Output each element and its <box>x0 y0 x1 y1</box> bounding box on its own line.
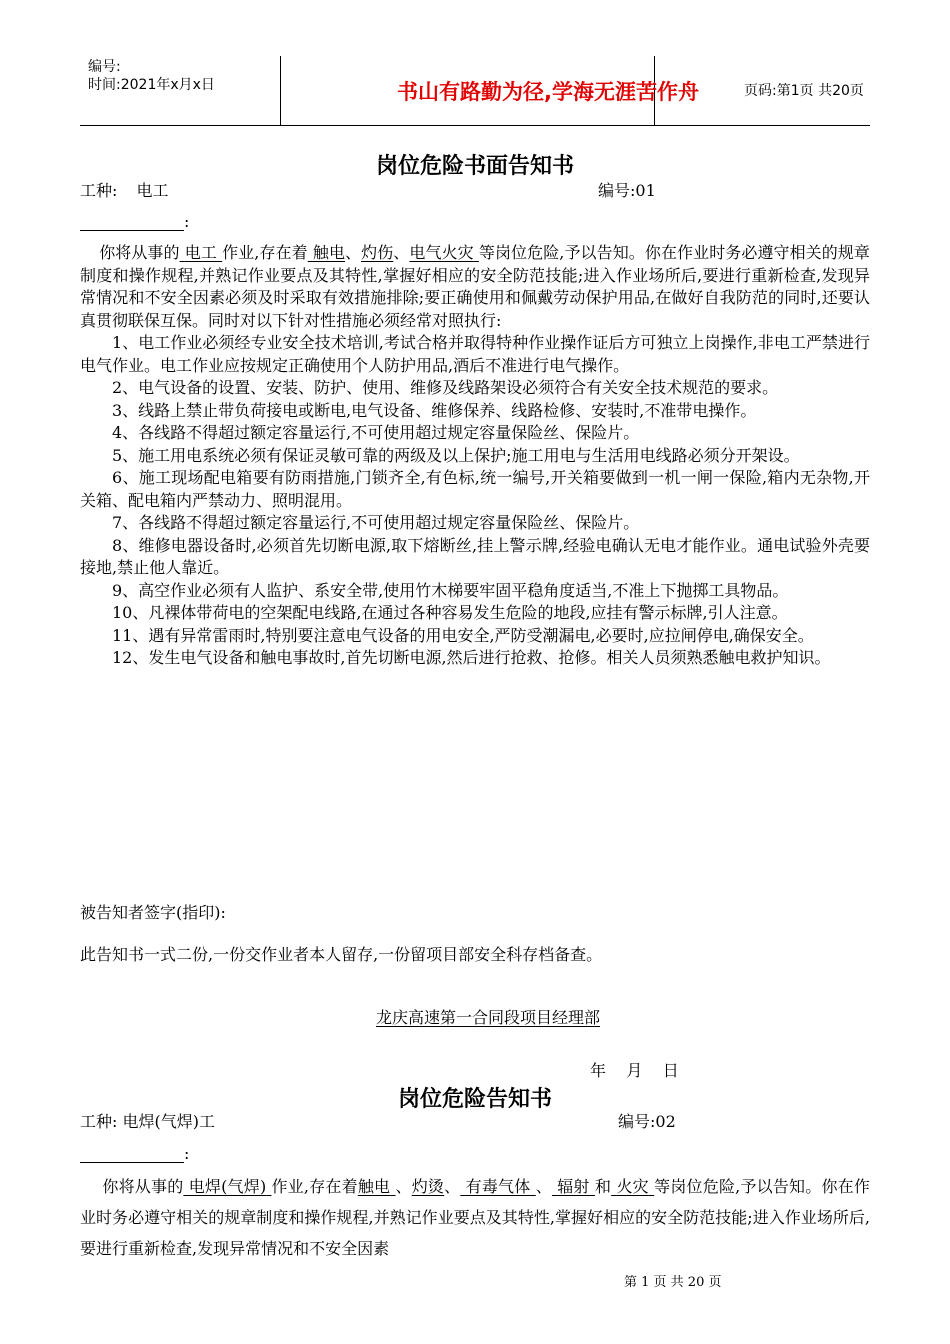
measure-item: 2、电气设备的设置、安装、防护、使用、维修及线路架设必须符合有关安全技术规范的要求。 <box>112 378 779 397</box>
document-header <box>80 56 870 126</box>
serial-label: 编号: <box>88 59 121 75</box>
notice1-intro: 你将从事的 电工 作业,存在着 触电、灼伤、电气火灾 等岗位危险,予以告知。你在作业时务必遵守相关的规章制度和操作规程,并熟记作业要点及其特性,掌握好相应的安全防范技能;进入作业场所后,要进行重新检查,发现异常情况和不安全因素必须及时采取有效措施排除;要正确使用和佩戴劳动保护用品,在做好自我防范的同时,还要认真贯彻联保互保。同时对以下针对性措施必须经常对照执行: <box>80 243 870 330</box>
recipient-blank <box>80 1147 184 1163</box>
hazard-underlined: 触电 <box>357 1177 391 1196</box>
header-motto: 书山有路勤为径,学海无涯苦作舟 <box>397 80 699 104</box>
hazard-underlined: 有毒气体 <box>465 1177 531 1196</box>
time-label: 时间:2021年x月x日 <box>88 77 215 93</box>
notice2-job-line <box>80 1109 215 1132</box>
measure-item: 4、各线路不得超过额定容量运行,不可使用超过规定容量保险丝、保险片。 <box>112 423 640 442</box>
signature-line: 被告知者签字(指印): <box>80 903 226 922</box>
hazard-underlined: 火灾 <box>616 1177 649 1196</box>
measure-item: 7、各线路不得超过额定容量运行,不可使用超过规定容量保险丝、保险片。 <box>112 513 640 532</box>
job-value: 电焊(气焊)工 <box>122 1112 215 1131</box>
hazard-underlined: 辐射 <box>557 1177 590 1196</box>
measure-item: 11、遇有异常雷雨时,特别要注意电气设备的用电安全,严防受潮漏电,必要时,应拉闸停电,确保安全。 <box>112 625 814 645</box>
measure-item: 6、施工现场配电箱要有防雨措施,门锁齐全,有色标,统一编号,开关箱要做到一机一闸一保险,箱内无杂物,开关箱、配电箱内严禁动力、照明混用。 <box>80 468 870 510</box>
notice1-job-line <box>80 178 169 201</box>
measure-item: 8、维修电器设备时,必须首先切断电源,取下熔断丝,挂上警示牌,经验电确认无电才能作业。通电试验外壳要接地,禁止他人靠近。 <box>80 535 870 577</box>
notice1-recipient-line <box>80 212 189 231</box>
header-page-label: 页码:第1页 共20页 <box>744 83 864 99</box>
header-meta <box>88 58 215 94</box>
notice2-title: 岗位危险告知书 <box>397 1087 552 1112</box>
notice1-number: 编号:01 <box>598 181 656 200</box>
notice2-number: 编号:02 <box>618 1112 676 1131</box>
hazard-underlined: 电气火灾 <box>409 243 474 262</box>
measure-item: 3、线路上禁止带负荷接电或断电,电气设备、维修保养、线路检修、安装时,不准带电操作。 <box>112 400 757 420</box>
recipient-blank <box>80 215 184 231</box>
issuer: 龙庆高速第一合同段项目经理部 <box>376 1008 601 1027</box>
hazard-underlined: 触电 <box>312 243 346 262</box>
job-value: 电工 <box>136 181 169 200</box>
job-label: 工种: <box>80 181 118 200</box>
job-underlined: 电工 <box>184 243 217 262</box>
page-footer: 第 1 页 共 20 页 <box>624 1275 722 1290</box>
measure-item: 1、电工作业必须经专业安全技术培训,考试合格并取得特种作业操作证后方可独立上岗操作,非电工严禁进行电气作业。电工作业应按规定正确使用个人防护用品,酒后不准进行电气操作。 <box>80 333 870 375</box>
hazard-underlined: 灼烫 <box>411 1177 445 1196</box>
job-label: 工种: <box>80 1112 118 1131</box>
notice2-intro: 你将从事的 电焊(气焊) 作业,存在着触电 、灼烫、 有毒气体 、 辐射 和 火灾 等岗位危险,予以告知。你在作业时务必遵守相关的规章制度和操作规程,并熟记作业要点及其特性,掌握好相应的安全防范技能;进入作业场所后,要进行重新检查,发现异常情况和不安全因素 <box>80 1177 870 1258</box>
measure-item: 9、高空作业必须有人监护、系安全带,使用竹木梯要牢固平稳角度适当,不准上下抛掷工具物品。 <box>112 580 789 600</box>
copies-note: 此告知书一式二份,一份交作业者本人留存,一份留项目部安全科存档备查。 <box>80 945 603 964</box>
measure-list <box>80 332 870 670</box>
recipient-colon: : <box>184 212 190 231</box>
notice1-title: 岗位危险书面告知书 <box>375 154 574 179</box>
notice1-body <box>80 242 870 670</box>
date-line: 年 月 日 <box>590 1061 679 1080</box>
header-divider <box>280 56 281 125</box>
notice2-recipient-line <box>80 1144 189 1163</box>
measure-item: 12、发生电气设备和触电事故时,首先切断电源,然后进行抢救、抢修。相关人员须熟悉触电救护知识。 <box>112 648 831 667</box>
measure-item: 5、施工用电系统必须有保证灵敏可靠的两级及以上保护;施工用电与生活用电线路必须分开架设。 <box>112 445 800 465</box>
recipient-colon: : <box>184 1144 190 1163</box>
hazard-underlined: 灼伤 <box>361 243 394 262</box>
job-underlined: 电焊(气焊) <box>188 1177 267 1196</box>
measure-item: 10、凡裸体带荷电的空架配电线路,在通过各种容易发生危险的地段,应挂有警示标牌,引人注意。 <box>112 603 788 622</box>
